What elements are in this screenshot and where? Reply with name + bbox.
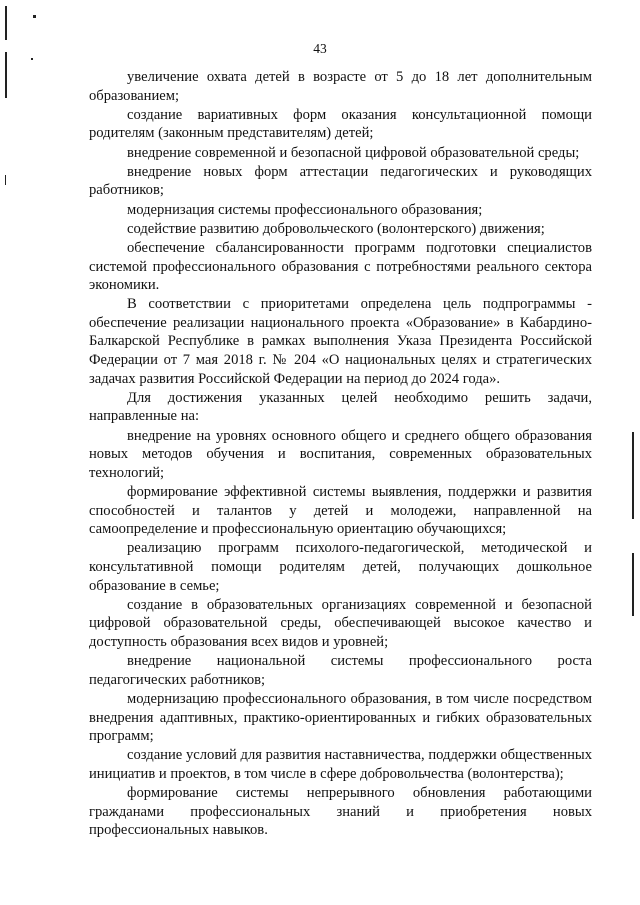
paragraph: увеличение охвата детей в возрасте от 5 до 18 лет дополнительным образованием; — [89, 69, 592, 104]
scan-dot-mark-small — [31, 58, 33, 60]
paragraph: В соответствии с приоритетами определена цель подпрограммы - обеспечение реализации национального проекта «Образование» в Кабардино-Балкарской Республике в рамках выполнения Указа Президента Российской Федерации от 7 мая 2018 г. № 204 «О национальных целях и стратегических задачах развития Российской Федерации на период до 2024 года». — [89, 296, 592, 387]
scan-dot-mark — [33, 15, 36, 18]
paragraph: формирование эффективной системы выявления, поддержки и развития способностей и талантов у детей и молодежи, направленной на самоопределение и профессиональную ориентацию обучающихся; — [89, 484, 592, 538]
scan-edge-mark-left — [5, 52, 7, 98]
paragraph: внедрение национальной системы профессионального роста педагогических работников; — [89, 653, 592, 688]
paragraph: Для достижения указанных целей необходимо решить задачи, направленные на: — [89, 389, 592, 425]
paragraph: модернизацию профессионального образования, в том числе посредством внедрения адаптивных, практико-ориентированных и гибких образовательных программ; — [89, 690, 592, 745]
paragraph: модернизация системы профессионального образования; — [127, 201, 483, 218]
paragraph: внедрение современной и безопасной цифровой образовательной среды; — [127, 144, 580, 161]
paragraph: формирование системы непрерывного обновления работающими гражданами профессиональных знаний и приобретения новых профессиональных навыков. — [89, 785, 592, 839]
scan-edge-mark-right — [632, 432, 634, 519]
paragraph: внедрение новых форм аттестации педагогических и руководящих работников; — [89, 163, 592, 199]
page-number: 43 — [313, 41, 327, 56]
paragraph: реализацию программ психолого-педагогической, методической и консультативной помощи родителям детей, получающих дошкольное образование в семье; — [89, 540, 592, 594]
paragraph: содействие развитию добровольческого (волонтерского) движения; — [127, 220, 545, 237]
paragraph: создание вариативных форм оказания консультационной помощи родителям (законным представителям) детей; — [89, 106, 592, 142]
scan-edge-mark-top-left — [5, 6, 7, 40]
document-body — [89, 68, 592, 840]
scan-edge-mark-right-low — [632, 553, 634, 616]
paragraph: внедрение на уровнях основного общего и среднего общего образования новых методов обучения и воспитания, современных образовательных технологий; — [89, 427, 592, 481]
scan-edge-mark-left-low — [5, 175, 6, 185]
paragraph: создание условий для развития наставничества, поддержки общественных инициатив и проектов, в том числе в сфере добровольчества (волонтерства); — [89, 747, 592, 782]
paragraph: обеспечение сбалансированности программ подготовки специалистов системой профессионального образования с потребностями реального сектора экономики. — [89, 239, 592, 294]
paragraph: создание в образовательных организациях современной и безопасной цифровой образовательной среды, обеспечивающей высокое качество и доступность образования всех видов и уровней; — [89, 596, 592, 650]
